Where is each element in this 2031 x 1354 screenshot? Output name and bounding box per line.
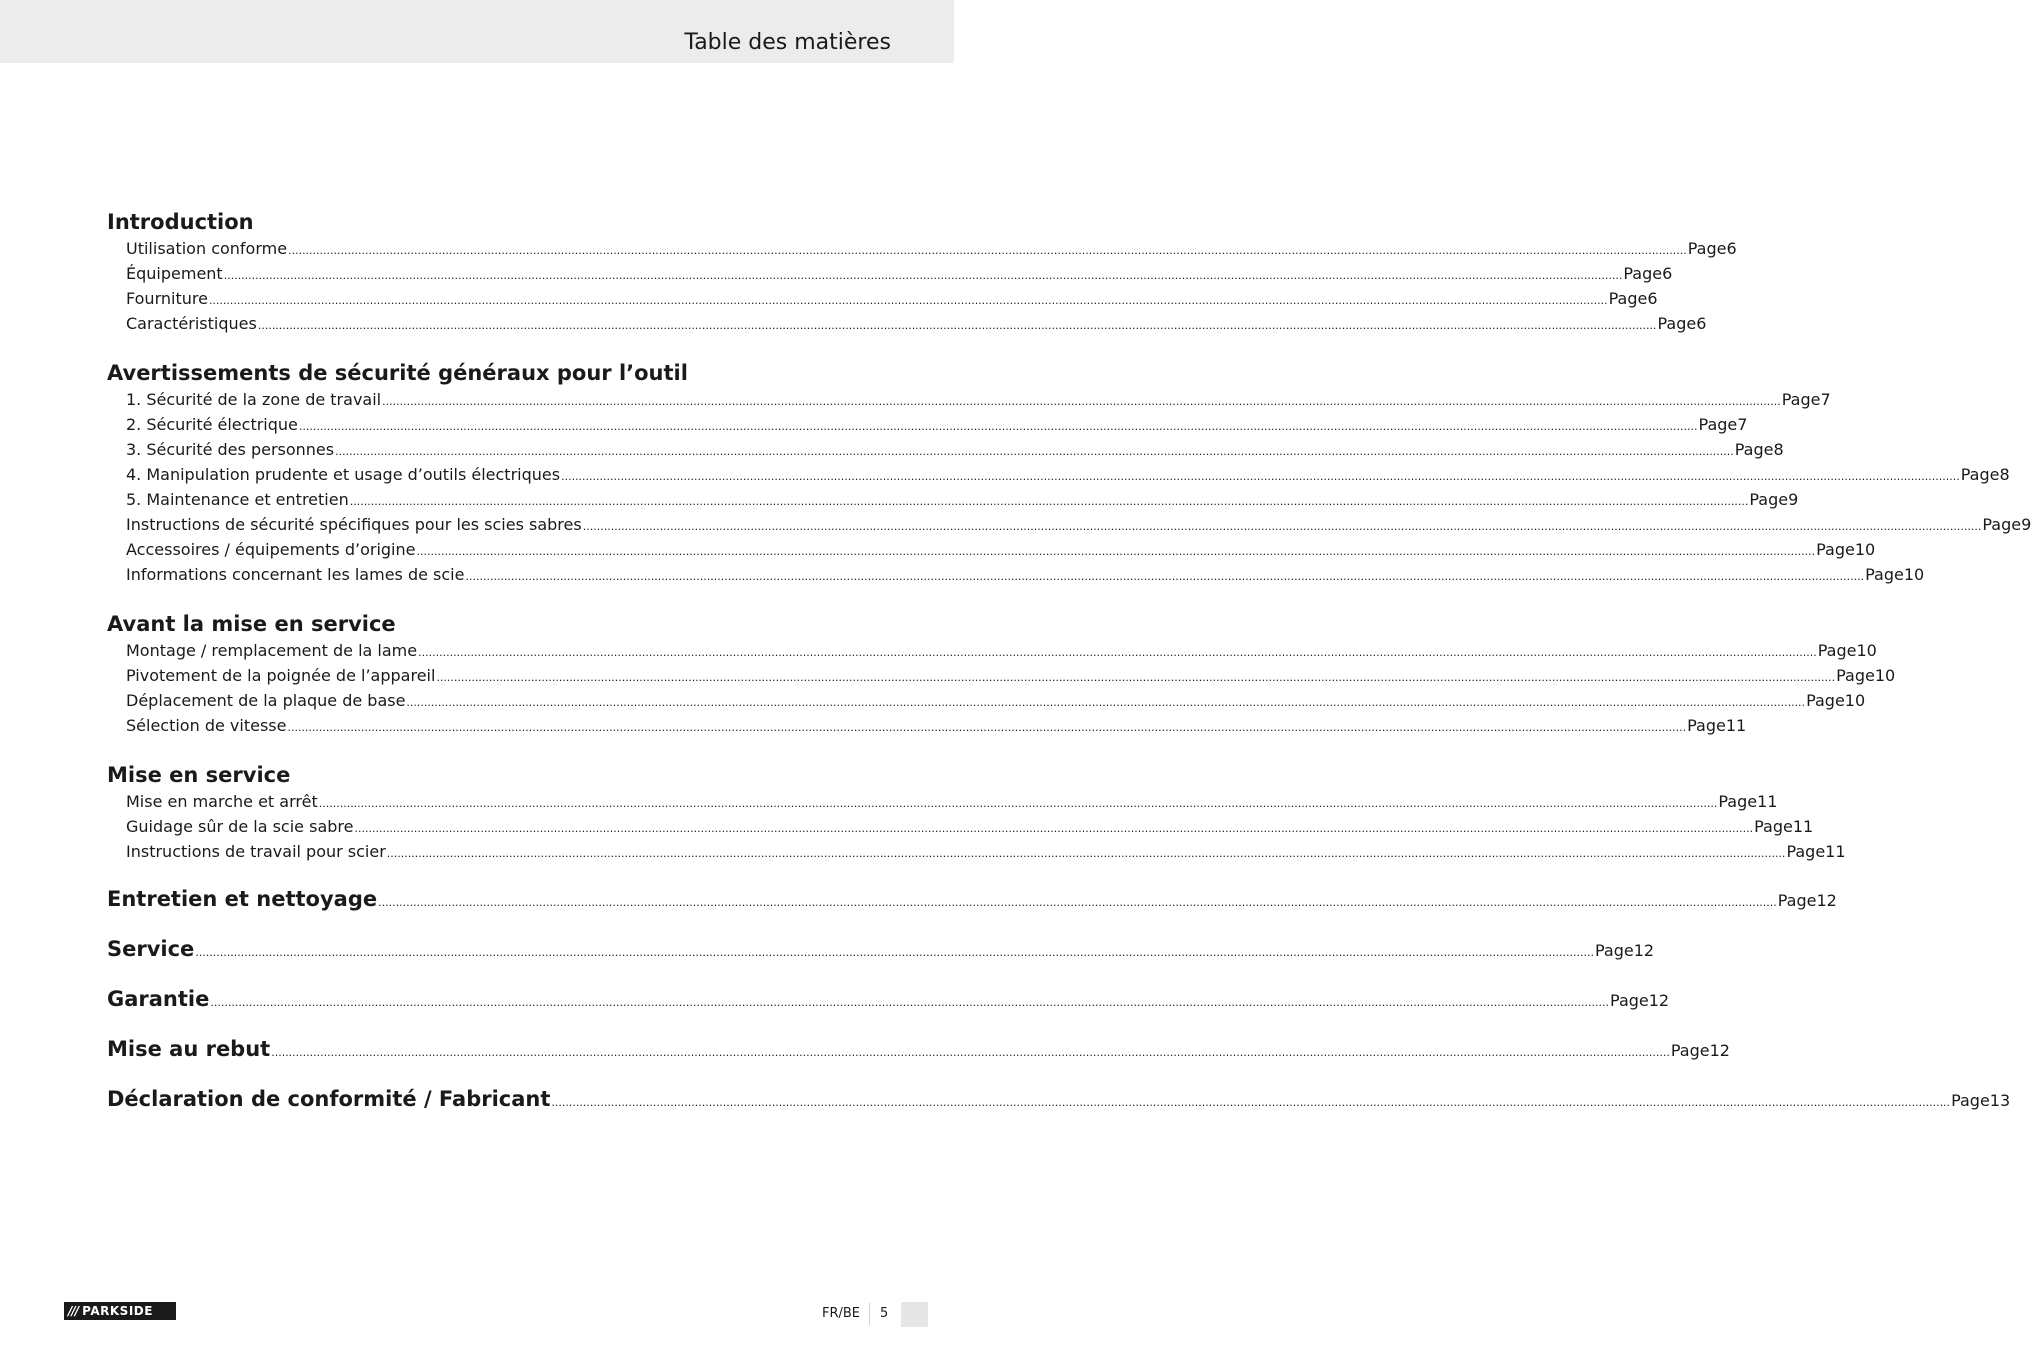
section-title: Déclaration de conformité / Fabricant [107, 1087, 551, 1111]
toc-entry[interactable] [107, 286, 1658, 311]
toc-entry[interactable] [107, 236, 1737, 261]
page-word: Page [1657, 314, 1697, 333]
page-word: Page [1951, 1091, 1990, 1110]
page-number: 11 [1825, 842, 1846, 861]
leader-dots: ................................................................................................................................................................................................................................................................................................................................................................................................................ [195, 946, 1594, 959]
toc-single-entry[interactable] [107, 1084, 2011, 1114]
page-word: Page [1754, 817, 1793, 836]
page-number: 9 [1788, 490, 1799, 509]
leader-dots: ................................................................................................................................................................................................................................................................................................................................................................................................................ [378, 896, 1777, 909]
section-title: Garantie [107, 987, 210, 1011]
toc-entry[interactable] [107, 311, 1707, 336]
page-word: Page [1806, 691, 1845, 710]
page-number: 11 [1725, 716, 1747, 735]
page-word: Page [1687, 716, 1726, 735]
page-title: Table des matières [684, 30, 891, 55]
footer-page-number: 5 [880, 1306, 889, 1321]
page-number: 9 [2021, 515, 2031, 534]
page-number: 7 [1737, 415, 1748, 434]
page-word: Page [1698, 415, 1738, 434]
page-number: 6 [1662, 264, 1673, 283]
leader-dots: ................................................................................................................................................................................................................................................................................................................................................................................................................ [287, 721, 1687, 734]
language-code: FR/BE [822, 1306, 861, 1321]
leader-dots: ................................................................................................................................................................................................................................................................................................................................................................................................................ [354, 822, 1754, 835]
toc-entry[interactable] [107, 688, 1866, 713]
page-word: Page [1960, 465, 2000, 484]
toc-entry[interactable] [107, 562, 1925, 587]
toc-single-entry[interactable] [107, 1034, 1730, 1064]
leader-dots: ................................................................................................................................................................................................................................................................................................................................................................................................................ [582, 520, 1982, 533]
leader-dots: ................................................................................................................................................................................................................................................................................................................................................................................................................ [208, 294, 1608, 307]
entry-label: 5. Maintenance et entretien [126, 490, 349, 509]
toc-entry[interactable] [107, 789, 1778, 814]
entry-label: Instructions de sécurité spécifiques pour les scies sabres [126, 515, 582, 534]
leader-dots: ................................................................................................................................................................................................................................................................................................................................................................................................................ [465, 570, 1865, 583]
leader-dots: ................................................................................................................................................................................................................................................................................................................................................................................................................ [406, 696, 1806, 709]
leader-dots: ................................................................................................................................................................................................................................................................................................................................................................................................................ [382, 395, 1781, 408]
page-number: 13 [1989, 1091, 2011, 1110]
page-word: Page [1594, 941, 1634, 960]
leader-dots: ................................................................................................................................................................................................................................................................................................................................................................................................................ [210, 996, 1610, 1009]
entry-label: 1. Sécurité de la zone de travail [126, 390, 382, 409]
section-title: Introduction [107, 210, 254, 234]
section-title: Mise au rebut [107, 1037, 271, 1061]
page-number: 10 [1854, 540, 1876, 559]
parkside-logo [64, 1302, 176, 1320]
page-number: 10 [1903, 565, 1925, 584]
header-band [0, 0, 954, 63]
page-word: Page [1718, 792, 1758, 811]
section-title: Avant la mise en service [107, 612, 396, 636]
page-number: 8 [1773, 440, 1784, 459]
leader-dots: ................................................................................................................................................................................................................................................................................................................................................................................................................ [318, 797, 1718, 810]
table-of-contents [107, 208, 2031, 1134]
page-number: 12 [1648, 991, 1670, 1010]
toc-section [107, 208, 1737, 336]
entry-label: Caractéristiques [126, 314, 257, 333]
toc-entry[interactable] [107, 814, 1814, 839]
footer-box [901, 1302, 928, 1327]
page-word: Page [1608, 289, 1648, 308]
logo-slashes: /// [68, 1304, 79, 1318]
leader-dots: ................................................................................................................................................................................................................................................................................................................................................................................................................ [551, 1096, 1951, 1109]
toc-entry[interactable] [107, 638, 1877, 663]
leader-dots: ................................................................................................................................................................................................................................................................................................................................................................................................................ [298, 420, 1698, 433]
toc-entry[interactable] [107, 462, 2010, 487]
page-word: Page [1777, 891, 1817, 910]
entry-label: Mise en marche et arrêt [126, 792, 318, 811]
toc-entry[interactable] [107, 261, 1673, 286]
page-word: Page [1749, 490, 1789, 509]
entry-label: Instructions de travail pour scier [126, 842, 386, 861]
leader-dots: ................................................................................................................................................................................................................................................................................................................................................................................................................ [386, 847, 1786, 860]
toc-single-entry[interactable] [107, 934, 1655, 964]
entry-label: 2. Sécurité électrique [126, 415, 298, 434]
entry-label: Équipement [126, 264, 223, 283]
spacer [107, 738, 849, 761]
leader-dots: ................................................................................................................................................................................................................................................................................................................................................................................................................ [335, 445, 1734, 458]
entry-label: Sélection de vitesse [126, 716, 287, 735]
entry-label: Accessoires / équipements d’origine [126, 540, 416, 559]
page-number: 10 [1844, 691, 1866, 710]
leader-dots: ................................................................................................................................................................................................................................................................................................................................................................................................................ [418, 646, 1817, 659]
page-number: 6 [1696, 314, 1707, 333]
toc-section [107, 761, 1846, 864]
entry-label: 3. Sécurité des personnes [126, 440, 335, 459]
leader-dots: ................................................................................................................................................................................................................................................................................................................................................................................................................ [436, 671, 1836, 684]
leader-dots: ................................................................................................................................................................................................................................................................................................................................................................................................................ [257, 319, 1657, 332]
leader-dots: ................................................................................................................................................................................................................................................................................................................................................................................................................ [288, 244, 1687, 257]
page-number: 12 [1816, 891, 1837, 910]
page-word: Page [1816, 540, 1855, 559]
toc-section [107, 610, 1896, 738]
page-number: 12 [1633, 941, 1655, 960]
toc-entry[interactable] [107, 663, 1896, 688]
footer-divider [869, 1303, 870, 1325]
leader-dots: ................................................................................................................................................................................................................................................................................................................................................................................................................ [223, 269, 1623, 282]
page-number: 7 [1820, 390, 1831, 409]
leader-dots: ................................................................................................................................................................................................................................................................................................................................................................................................................ [271, 1046, 1670, 1059]
toc-single-entry[interactable] [107, 984, 1670, 1014]
page-word: Page [1687, 239, 1727, 258]
toc-section [107, 359, 2031, 587]
toc-entry[interactable] [107, 387, 1831, 412]
page-number: 12 [1709, 1041, 1730, 1060]
page-number: 11 [1757, 792, 1778, 811]
toc-entry[interactable] [107, 437, 1784, 462]
toc-entry[interactable] [107, 839, 1846, 864]
page-word: Page [1670, 1041, 1710, 1060]
page-number: 6 [1647, 289, 1658, 308]
page-word: Page [1836, 666, 1875, 685]
toc-single-entry[interactable] [107, 884, 1837, 914]
page-number: 10 [1874, 666, 1896, 685]
section-title: Avertissements de sécurité généraux pour l’outil [107, 361, 688, 385]
spacer [107, 336, 849, 359]
section-title: Service [107, 937, 195, 961]
page-word: Page [1610, 991, 1649, 1010]
entry-label: Informations concernant les lames de scie [126, 565, 465, 584]
toc-entry[interactable] [107, 537, 1876, 562]
page-word: Page [1786, 842, 1826, 861]
page-word: Page [1781, 390, 1821, 409]
entry-label: 4. Manipulation prudente et usage d’outils électriques [126, 465, 561, 484]
page-word: Page [1865, 565, 1904, 584]
entry-label: Montage / remplacement de la lame [126, 641, 418, 660]
page-word: Page [1623, 264, 1663, 283]
toc-entry[interactable] [107, 412, 1748, 437]
leader-dots: ................................................................................................................................................................................................................................................................................................................................................................................................................ [561, 470, 1960, 483]
page-number: 8 [1999, 465, 2010, 484]
section-title: Mise en service [107, 763, 291, 787]
leader-dots: ................................................................................................................................................................................................................................................................................................................................................................................................................ [349, 495, 1749, 508]
logo-text: PARKSIDE [82, 1304, 153, 1318]
entry-label: Pivotement de la poignée de l’appareil [126, 666, 436, 685]
page-word: Page [1982, 515, 2022, 534]
entry-label: Déplacement de la plaque de base [126, 691, 406, 710]
toc-entry[interactable] [107, 713, 1747, 738]
leader-dots: ................................................................................................................................................................................................................................................................................................................................................................................................................ [416, 545, 1816, 558]
page-word: Page [1734, 440, 1774, 459]
section-title: Entretien et nettoyage [107, 887, 378, 911]
toc-entry[interactable] [107, 487, 1799, 512]
page-number: 11 [1792, 817, 1814, 836]
page-number: 10 [1856, 641, 1877, 660]
page-number: 6 [1726, 239, 1737, 258]
entry-label: Guidage sûr de la scie sabre [126, 817, 354, 836]
entry-label: Utilisation conforme [126, 239, 288, 258]
spacer [107, 864, 849, 884]
entry-label: Fourniture [126, 289, 208, 308]
spacer [107, 587, 849, 610]
page-word: Page [1817, 641, 1857, 660]
toc-entry[interactable] [107, 512, 2031, 537]
